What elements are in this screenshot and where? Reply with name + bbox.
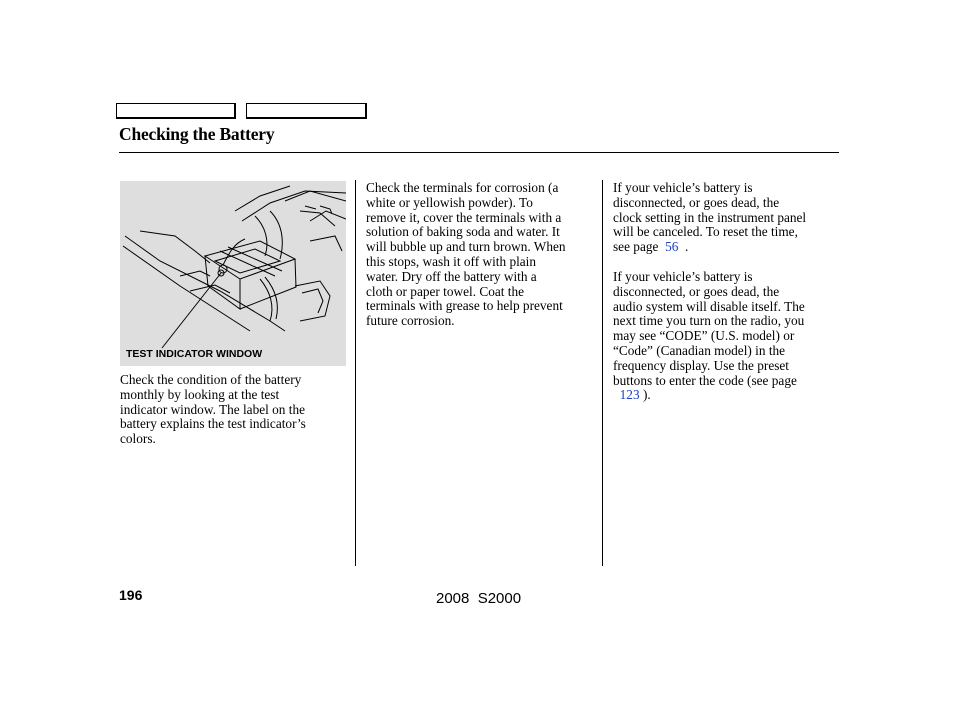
- text-line: monthly by looking at the test: [120, 386, 280, 402]
- text-line: disconnected, or goes dead, the: [613, 194, 780, 210]
- page-link-56[interactable]: 56: [665, 239, 679, 255]
- text-segment: .: [685, 239, 689, 255]
- text-line: this stops, wash it off with plain: [366, 253, 537, 269]
- text-line: will be canceled. To reset the time,: [613, 224, 798, 240]
- text-line: will bubble up and turn brown. When: [366, 239, 566, 255]
- nav-button-1[interactable]: [116, 103, 236, 119]
- nav-button-2[interactable]: [246, 103, 367, 119]
- text-line: battery explains the test indicator’s: [120, 416, 306, 432]
- col1-paragraph: [120, 373, 306, 447]
- text-line: Check the terminals for corrosion (a: [366, 180, 559, 195]
- text-line: [613, 388, 805, 403]
- text-line: future corrosion.: [366, 313, 455, 329]
- text-line: audio system will disable itself. The: [613, 298, 805, 314]
- text-line: terminals with grease to help prevent: [366, 298, 563, 314]
- title-rule: [119, 152, 839, 153]
- battery-figure: [120, 181, 346, 366]
- text-line: [613, 240, 806, 255]
- page-title: Checking the Battery: [119, 124, 275, 144]
- text-line: If your vehicle’s battery is: [613, 180, 753, 195]
- text-line: If your vehicle’s battery is: [613, 269, 753, 284]
- text-line: may see “CODE” (U.S. model) or: [613, 328, 795, 344]
- text-line: cloth or paper towel. Coat the: [366, 283, 525, 299]
- page-number: 196: [119, 587, 143, 603]
- page-link-123[interactable]: 123: [619, 387, 640, 403]
- text-line: colors.: [120, 431, 156, 447]
- text-line: “Code” (Canadian model) in the: [613, 342, 786, 358]
- text-line: indicator window. The label on the: [120, 401, 306, 417]
- text-segment: see page: [613, 239, 659, 255]
- column-divider-1: [355, 180, 356, 566]
- col2-paragraph: [366, 181, 566, 329]
- text-line: remove it, cover the terminals with a: [366, 209, 562, 225]
- text-line: clock setting in the instrument panel: [613, 209, 807, 225]
- footer-model: 2008 S2000: [436, 590, 522, 607]
- column-divider-2: [602, 180, 603, 566]
- text-line: buttons to enter the code (see page: [613, 372, 797, 388]
- text-line: next time you turn on the radio, you: [613, 313, 805, 329]
- text-segment: ).: [642, 387, 651, 403]
- text-line: disconnected, or goes dead, the: [613, 283, 780, 299]
- battery-illustration: [120, 181, 346, 366]
- col3-paragraph-2: [613, 270, 805, 403]
- col3-paragraph-1: [613, 181, 806, 255]
- text-line: Check the condition of the battery: [120, 372, 302, 387]
- text-line: white or yellowish powder). To: [366, 194, 533, 210]
- text-line: water. Dry off the battery with a: [366, 268, 537, 284]
- text-line: frequency display. Use the preset: [613, 357, 789, 373]
- text-line: solution of baking soda and water. It: [366, 224, 560, 240]
- figure-label: TEST INDICATOR WINDOW: [126, 348, 263, 360]
